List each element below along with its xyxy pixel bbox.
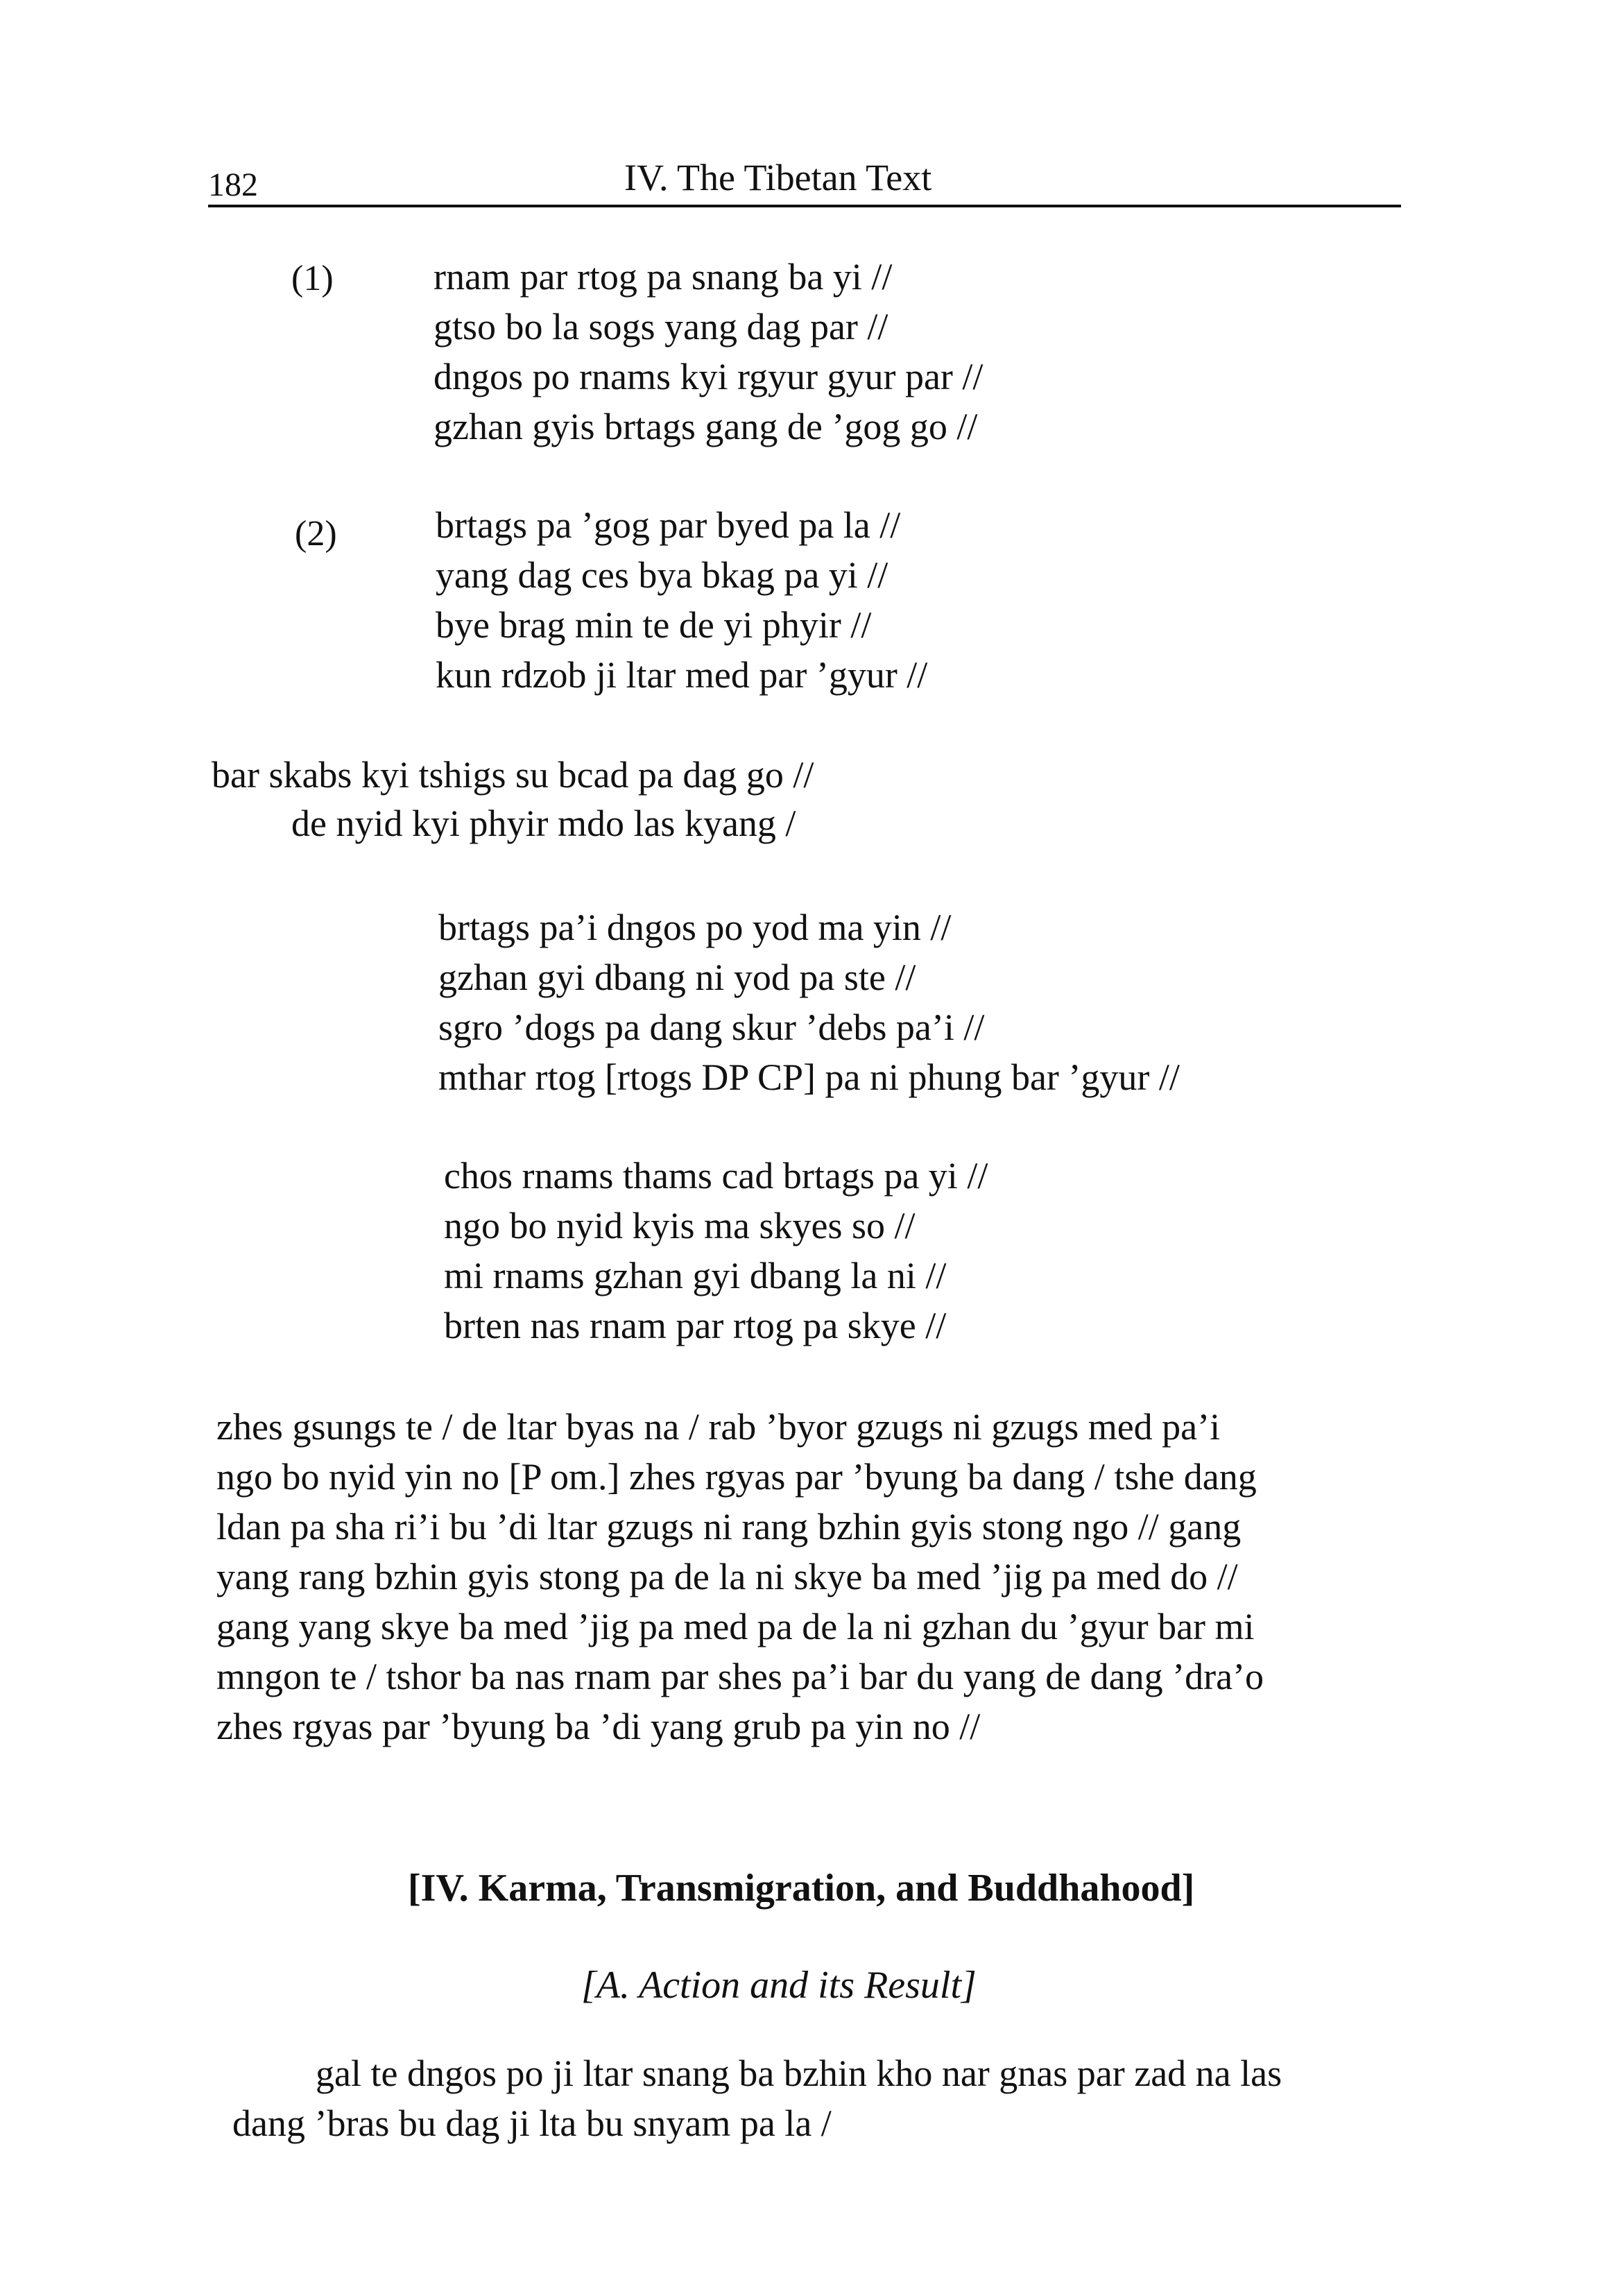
verse-line: gzhan gyis brtags gang de ’gog go // (433, 406, 978, 447)
verse-line: brten nas rnam par rtog pa skye // (444, 1305, 947, 1346)
verse-line: chos rnams thams cad brtags pa yi // (444, 1155, 988, 1197)
verse-line: bye brag min te de yi phyir // (436, 604, 872, 646)
verse-line: brtags pa ’gog par byed pa la // (436, 504, 901, 546)
verse-line: rnam par rtog pa snang ba yi // (433, 256, 893, 298)
text-line: dang ’bras bu dag ji lta bu snyam pa la / (232, 2102, 832, 2144)
verse-number: (1) (291, 259, 334, 298)
subsection-heading: [A. Action and its Result] (581, 1964, 977, 2007)
verse-line: mi rnams gzhan gyi dbang la ni // (444, 1255, 947, 1296)
text-line: ldan pa sha ri’i bu ’di ltar gzugs ni rang bzhin gyis stong ngo // gang (216, 1506, 1242, 1548)
verse-line: yang dag ces bya bkag pa yi // (436, 554, 888, 596)
page-number: 182 (208, 166, 258, 203)
verse-line: kun rdzob ji ltar med par ’gyur // (436, 654, 928, 696)
text-line: de nyid kyi phyir mdo las kyang / (291, 803, 796, 844)
section-heading: [IV. Karma, Transmigration, and Buddhahood] (408, 1867, 1195, 1910)
verse-line: mthar rtog [rtogs DP CP] pa ni phung bar ’gyur // (438, 1056, 1180, 1098)
text-line: zhes rgyas par ’byung ba ’di yang grub pa yin no // (216, 1706, 981, 1747)
verse-number: (2) (295, 514, 337, 554)
text-line: gang yang skye ba med ’jig pa med pa de la ni gzhan du ’gyur bar mi (216, 1606, 1255, 1647)
verse-line: gzhan gyi dbang ni yod pa ste // (438, 957, 916, 998)
text-line: yang rang bzhin gyis stong pa de la ni skye ba med ’jig pa med do // (216, 1556, 1238, 1597)
text-line: mngon te / tshor ba nas rnam par shes pa’i bar du yang de dang ’dra’o (216, 1656, 1264, 1697)
running-head: IV. The Tibetan Text (624, 157, 932, 198)
page-header (208, 149, 1401, 207)
text-line: bar skabs kyi tshigs su bcad pa dag go // (212, 754, 814, 796)
verse-line: ngo bo nyid kyis ma skyes so // (444, 1205, 916, 1246)
verse-line: gtso bo la sogs yang dag par // (433, 306, 888, 348)
verse-line: dngos po rnams kyi rgyur gyur par // (433, 356, 984, 397)
verse-line: sgro ’dogs pa dang skur ’debs pa’i // (438, 1006, 985, 1048)
text-line: gal te dngos po ji ltar snang ba bzhin kho nar gnas par zad na las (316, 2053, 1282, 2094)
verse-line: brtags pa’i dngos po yod ma yin // (438, 907, 952, 948)
text-line: zhes gsungs te / de ltar byas na / rab ’byor gzugs ni gzugs med pa’i (216, 1406, 1221, 1448)
text-line: ngo bo nyid yin no [P om.] zhes rgyas par ’byung ba dang / tshe dang (216, 1456, 1257, 1498)
